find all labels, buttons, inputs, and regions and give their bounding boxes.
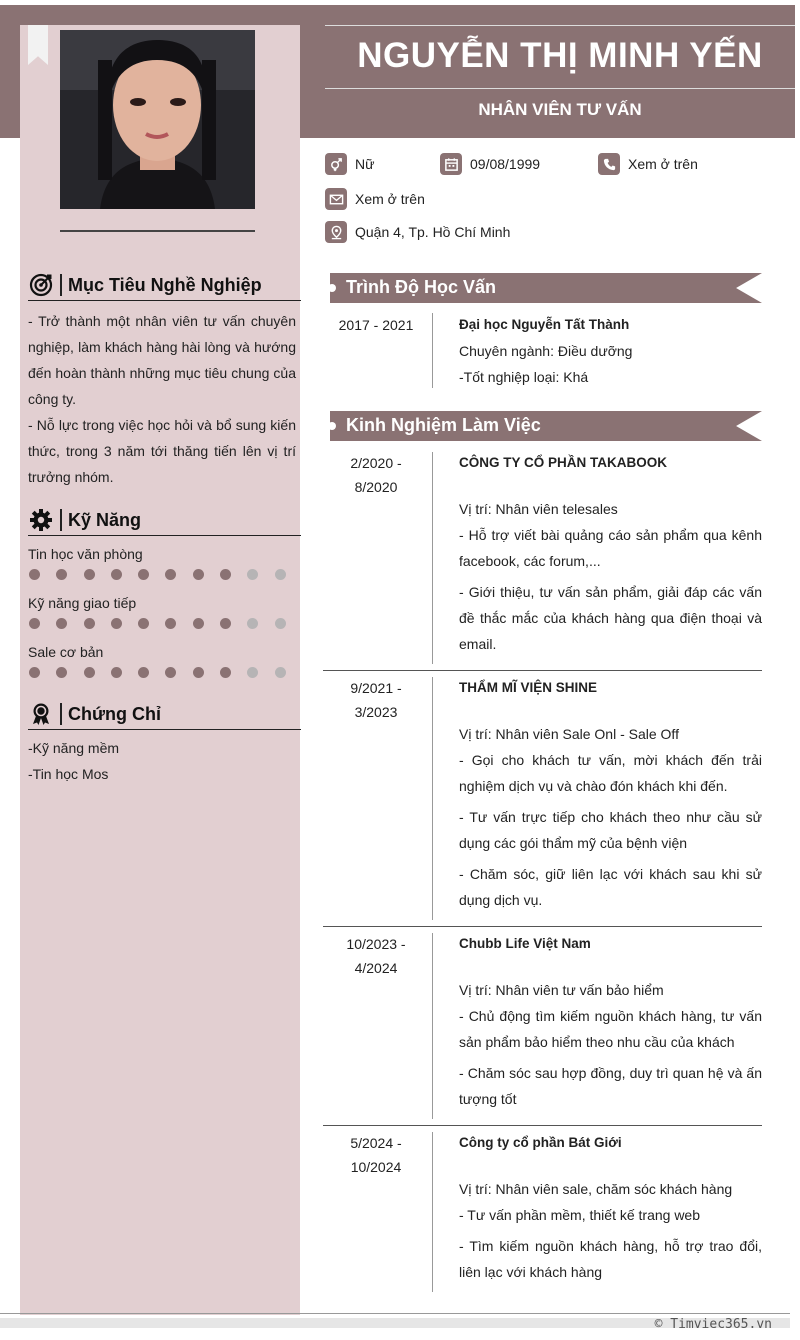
entry-divider	[323, 1125, 762, 1126]
timeline-line	[432, 313, 433, 388]
job-period	[330, 676, 422, 724]
phone-info	[598, 153, 698, 175]
skill-dot-filled	[220, 569, 231, 580]
job-duty: - Chăm sóc sau hợp đồng, duy trì quan hệ và ấn tượng tốt	[459, 1065, 762, 1107]
job-title: NHÂN VIÊN TƯ VẤN	[478, 100, 642, 119]
certificate-item: -Tin học Mos	[28, 766, 109, 782]
skill-dot-empty	[275, 569, 286, 580]
skill-dot-empty	[247, 569, 258, 580]
skill-name: Tin học văn phòng	[28, 546, 143, 562]
gear-icon	[28, 507, 54, 533]
skill-rating	[29, 569, 302, 580]
job-entry	[459, 450, 762, 657]
objective-heading	[28, 270, 301, 301]
birthday-info	[440, 153, 540, 175]
address-value: Quận 4, Tp. Hồ Chí Minh	[355, 224, 511, 240]
skill-dot-filled	[29, 618, 40, 629]
bullet-dot	[328, 422, 336, 430]
skill-dot-filled	[111, 569, 122, 580]
skill-dot-filled	[165, 569, 176, 580]
objective-text	[28, 308, 296, 490]
location-icon	[325, 221, 347, 243]
education-title: Trình Độ Học Vấn	[346, 277, 497, 297]
award-icon	[28, 701, 54, 727]
address-info	[325, 221, 510, 243]
company-name: Chubb Life Việt Nam	[459, 936, 591, 951]
birthday-value: 09/08/1999	[470, 156, 541, 172]
timeline-line	[432, 452, 433, 664]
footer-watermark[interactable]: © Timviec365.vn	[654, 1317, 772, 1332]
job-duty: - Hỗ trợ viết bài quảng cáo sản phẩm qua kênh facebook, các forum,...	[459, 527, 762, 569]
job-duty: - Giới thiệu, tư vấn sản phẩm, giải đáp các vấn đề thắc mắc của khách hàng qua điện thoại và email.	[459, 584, 762, 652]
skill-dot-empty	[247, 618, 258, 629]
skill-dot-empty	[275, 618, 286, 629]
job-period	[330, 451, 422, 499]
skill-dot-filled	[138, 667, 149, 678]
skill-dot-filled	[220, 667, 231, 678]
timeline-line	[432, 677, 433, 920]
skills-heading	[28, 505, 301, 536]
company-name: Công ty cổ phần Bát Giới	[459, 1135, 622, 1150]
job-position: Vị trí: Nhân viên telesales	[459, 501, 618, 517]
period-start: 10/2023 -	[346, 936, 406, 952]
phone-value: Xem ở trên	[628, 156, 698, 172]
job-entry	[459, 675, 762, 913]
experience-title: Kinh Nghiệm Làm Việc	[346, 415, 541, 435]
skill-dot-filled	[165, 618, 176, 629]
skill-dot-empty	[275, 667, 286, 678]
skill-dot-filled	[84, 569, 95, 580]
certificates-title: Chứng Chỉ	[68, 703, 162, 724]
skill-dot-filled	[165, 667, 176, 678]
footer-divider	[0, 1313, 790, 1314]
period-start: 2/2020 -	[350, 455, 402, 471]
skill-dot-filled	[84, 667, 95, 678]
skill-dot-filled	[56, 667, 67, 678]
job-duty: - Gọi cho khách tư vấn, mời khách đến trải nghiệm dịch vụ và chào đón khách khi đến.	[459, 752, 762, 794]
skill-dot-filled	[193, 569, 204, 580]
objective-line: - Trở thành một nhân viên tư vấn chuyên nghiệp, làm khách hàng hài lòng và hướng đến hoàn thành những mục tiêu chung của công ty.	[28, 313, 296, 407]
gender-info	[325, 153, 374, 175]
phone-icon	[598, 153, 620, 175]
period-end: 8/2020	[354, 479, 398, 495]
email-info	[325, 188, 425, 210]
job-duty: - Chủ động tìm kiếm nguồn khách hàng, tư vấn sản phẩm bảo hiểm theo nhu cầu của khách	[459, 1008, 762, 1050]
skill-dot-filled	[138, 618, 149, 629]
timeline-line	[432, 933, 433, 1119]
school-name: Đại học Nguyễn Tất Thành	[459, 317, 630, 332]
major: Chuyên ngành: Điều dưỡng	[459, 343, 633, 359]
job-duty: - Tìm kiếm nguồn khách hàng, hỗ trợ trao đổi, liên lạc với khách hàng	[459, 1238, 762, 1280]
skill-dot-filled	[56, 618, 67, 629]
email-value: Xem ở trên	[355, 191, 425, 207]
candidate-name: NGUYỄN THỊ MINH YẾN	[357, 36, 763, 75]
job-entry	[459, 931, 762, 1112]
job-position: Vị trí: Nhân viên sale, chăm sóc khách hàng	[459, 1181, 733, 1197]
certificate-item: -Kỹ năng mềm	[28, 740, 120, 756]
skill-dot-filled	[111, 618, 122, 629]
period-start: 5/2024 -	[350, 1135, 402, 1151]
education-entry	[459, 312, 762, 390]
objective-title: Mục Tiêu Nghề Nghiệp	[68, 274, 262, 295]
skill-dot-filled	[220, 618, 231, 629]
bullet-dot	[328, 284, 336, 292]
period-start: 9/2021 -	[350, 680, 402, 696]
grade: -Tốt nghiệp loại: Khá	[459, 369, 589, 385]
job-duty: - Tư vấn phần mềm, thiết kế trang web	[459, 1207, 701, 1223]
company-name: THẨM MĨ VIỆN SHINE	[459, 680, 598, 695]
profile-photo	[60, 30, 255, 209]
skill-dot-filled	[193, 667, 204, 678]
gender-value: Nữ	[355, 156, 375, 172]
calendar-icon	[440, 153, 462, 175]
timeline-line	[432, 1132, 433, 1292]
skill-dot-filled	[138, 569, 149, 580]
skill-dot-filled	[56, 569, 67, 580]
skill-name: Sale cơ bản	[28, 644, 104, 660]
job-duty: - Chăm sóc, giữ liên lạc với khách sau khi sử dụng dịch vụ.	[459, 866, 762, 908]
target-icon	[28, 272, 54, 298]
skill-dot-filled	[29, 667, 40, 678]
email-icon	[325, 188, 347, 210]
certificates-heading	[28, 699, 301, 730]
gender-icon	[325, 153, 347, 175]
skill-dot-empty	[247, 667, 258, 678]
skill-rating	[29, 667, 302, 678]
job-period	[330, 1131, 422, 1179]
period-end: 10/2024	[350, 1159, 402, 1175]
company-name: CÔNG TY CỔ PHẦN TAKABOOK	[459, 455, 668, 470]
job-position: Vị trí: Nhân viên tư vấn bảo hiểm	[459, 982, 664, 998]
period-end: 3/2023	[354, 704, 398, 720]
skill-name: Kỹ năng giao tiếp	[28, 595, 137, 611]
period-end: 4/2024	[354, 960, 398, 976]
job-duty: - Tư vấn trực tiếp cho khách theo như cầu sử dụng các gói thẩm mỹ của bệnh viện	[459, 809, 762, 851]
skill-dot-filled	[193, 618, 204, 629]
objective-line: - Nỗ lực trong việc học hỏi và bổ sung kiến thức, trong 3 năm tới thăng tiến lên vị trí trưởng nhóm.	[28, 417, 296, 485]
skill-dot-filled	[29, 569, 40, 580]
education-period: 2017 - 2021	[338, 317, 414, 333]
entry-divider	[323, 926, 762, 927]
skill-dot-filled	[111, 667, 122, 678]
job-entry	[459, 1130, 762, 1285]
photo-divider	[60, 230, 255, 232]
job-period	[330, 932, 422, 980]
job-position: Vị trí: Nhân viên Sale Onl - Sale Off	[459, 726, 679, 742]
skills-title: Kỹ Năng	[68, 509, 142, 530]
skill-dot-filled	[84, 618, 95, 629]
entry-divider	[323, 670, 762, 671]
skill-rating	[29, 618, 302, 629]
